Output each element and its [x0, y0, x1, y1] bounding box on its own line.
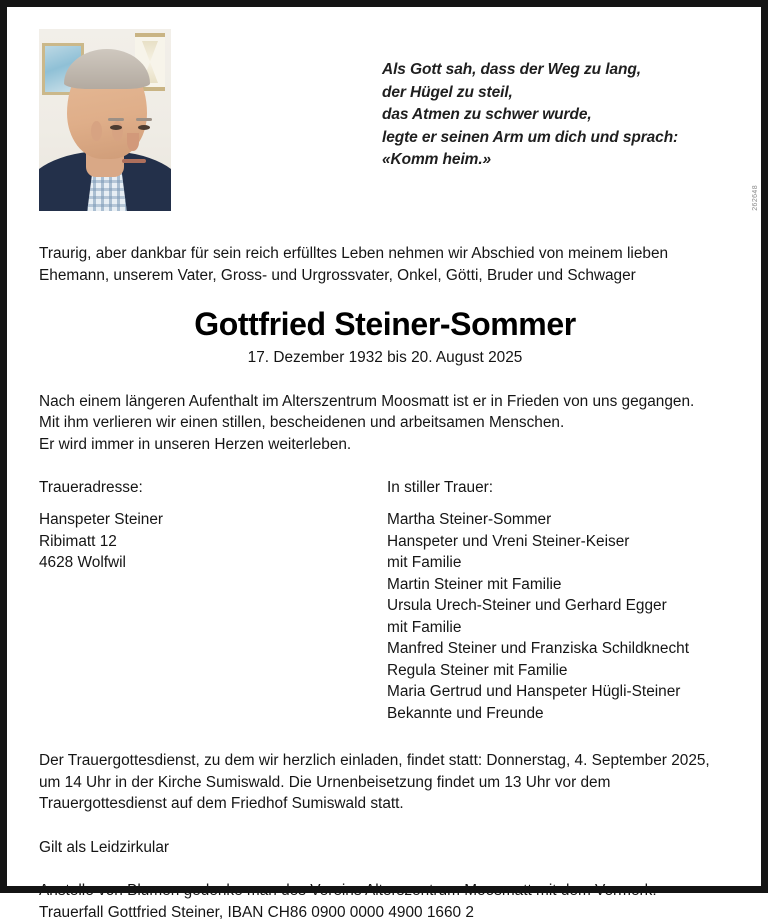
mourner-line: Maria Gertrud und Hanspeter Hügli-Steiner	[387, 683, 681, 701]
portrait-nose	[127, 133, 139, 151]
verse-line: Als Gott sah, dass der Weg zu lang,	[382, 61, 641, 78]
details-columns	[39, 479, 731, 724]
passing-line: Mit ihm verlieren wir einen stillen, bescheidenen und arbeitsamen Menschen.	[39, 414, 565, 432]
portrait-mouth	[122, 159, 146, 163]
mourner-line: mit Familie	[387, 554, 462, 572]
portrait-brow-right	[136, 118, 152, 121]
mourner-line: Martin Steiner mit Familie	[387, 575, 562, 593]
intro-line: Traurig, aber dankbar für sein reich erfülltes Leben nehmen wir Abschied von meinem lieben	[39, 245, 669, 262]
verse-line: legte er seinen Arm um dich und sprach:	[382, 128, 679, 146]
donation-note	[39, 880, 731, 923]
mourner-line: Martha Steiner-Sommer	[387, 511, 552, 529]
mourner-line: Regula Steiner mit Familie	[387, 661, 568, 679]
passing-line: Nach einem längeren Aufenthalt im Alterszentrum Moosmatt ist er in Frieden von uns gegangen.	[39, 392, 695, 410]
mourning-address-heading: Traueradresse:	[39, 479, 143, 497]
deceased-dates: 17. Dezember 1932 bis 20. August 2025	[247, 348, 523, 366]
verse-line: das Atmen zu schwer wurde,	[382, 106, 592, 123]
notice-content	[7, 7, 761, 921]
service-details	[39, 750, 731, 815]
mourner-line: Manfred Steiner und Franziska Schildknecht	[387, 640, 689, 658]
passing-line: Er wird immer in unseren Herzen weiterleben.	[39, 435, 352, 453]
memorial-verse	[382, 29, 678, 172]
deceased-name: Gottfried Steiner-Sommer	[194, 306, 576, 342]
mourners-block	[387, 479, 731, 724]
mourner-line: Ursula Urech-Steiner und Gerhard Egger	[387, 597, 667, 615]
portrait-eye-left	[110, 125, 122, 130]
portrait-brow-left	[108, 118, 124, 121]
intro-line: Ehemann, unserem Vater, Gross- und Urgrossvater, Onkel, Götti, Bruder und Schwager	[39, 266, 636, 284]
mourning-address-block	[39, 479, 387, 724]
verse-line: «Komm heim.»	[382, 151, 492, 168]
donation-line: Trauerfall Gottfried Steiner, IBAN CH86 0900 0000 4900 1660 2	[39, 903, 474, 921]
service-line: um 14 Uhr in der Kirche Sumiswald. Die Urnenbeisetzung findet um 13 Uhr vor dem	[39, 773, 611, 791]
intro-paragraph	[39, 243, 731, 286]
mourning-address-line: Ribimatt 12	[39, 532, 117, 550]
portrait-photo	[39, 29, 171, 211]
service-line: Der Trauergottesdienst, zu dem wir herzlich einladen, findet statt: Donnerstag, 4. September 2025,	[39, 752, 710, 770]
reference-id: 262648	[752, 185, 759, 211]
verse-line: der Hügel zu steil,	[382, 83, 513, 101]
passing-paragraph	[39, 391, 731, 456]
portrait-image	[39, 29, 171, 211]
circular-note: Gilt als Leidzirkular	[39, 838, 170, 856]
mourner-line: Bekannte und Freunde	[387, 704, 544, 722]
donation-line: Anstelle von Blumen gedenke man des Vereins Alterszentrum Moosmatt mit dem Vermerk:	[39, 882, 657, 900]
mourner-line: Hanspeter und Vreni Steiner-Keiser	[387, 532, 630, 550]
portrait-eye-right	[138, 125, 150, 130]
header-zone	[39, 29, 731, 225]
portrait-ear-right	[112, 121, 123, 141]
service-line: Trauergottesdienst auf dem Friedhof Sumiswald statt.	[39, 795, 404, 813]
portrait-ear-left	[91, 121, 102, 141]
mourning-address-line: 4628 Wolfwil	[39, 554, 126, 572]
mourning-address-line: Hanspeter Steiner	[39, 511, 164, 529]
mourner-line: mit Familie	[387, 618, 462, 636]
mourners-heading: In stiller Trauer:	[387, 479, 494, 497]
